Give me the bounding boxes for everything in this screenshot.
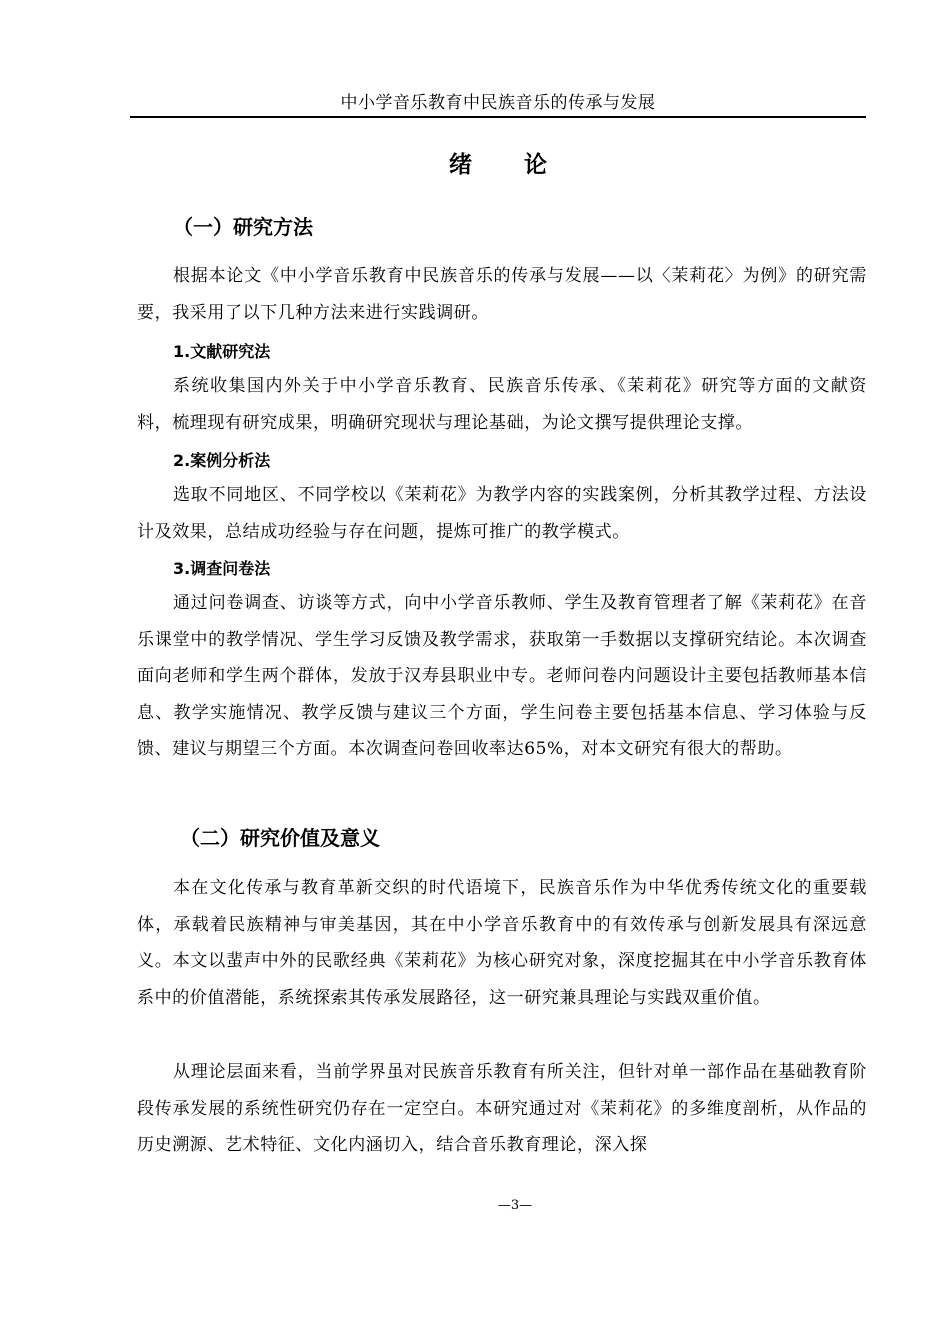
running-header: 中小学音乐教育中民族音乐的传承与发展 — [340, 93, 656, 113]
value-paragraph-2: 从理论层面来看，当前学界虽对民族音乐教育有所关注，但针对单一部作品在基础教育阶段传承发展的系统性研究仍存在一定空白。本研究通过对《茉莉花》的多维度剖析，从作品的历史溯源、艺术特征、文化内涵切入，结合音乐教育理论，深入探 — [137, 1062, 867, 1155]
methods-intro-paragraph: 根据本论文《中小学音乐教育中民族音乐的传承与发展——以〈茉莉花〉为例》的研究需要，我采用了以下几种方法来进行实践调研。 — [137, 266, 867, 323]
method-heading-case-study: 2.案例分析法 — [173, 451, 271, 470]
chapter-title-left: 绪 — [449, 152, 472, 178]
chapter-title — [130, 150, 866, 180]
value-paragraph-1: 本在文化传承与教育革新交织的时代语境下，民族音乐作为中华优秀传统文化的重要载体，承载着民族精神与审美基因，其在中小学音乐教育中的有效传承与创新发展具有深远意义。本文以蜚声中外的民歌经典《茉莉花》为核心研究对象，深度挖掘其在中小学音乐教育体系中的价值潜能，系统探索其传承发展路径，这一研究兼具理论与实践双重价值。 — [137, 878, 867, 1008]
section-heading-value: （二）研究价值及意义 — [180, 826, 380, 850]
page-number: —3— — [497, 1198, 533, 1213]
chapter-title-right: 论 — [524, 152, 547, 178]
method-heading-questionnaire: 3.调查问卷法 — [173, 559, 271, 578]
method-text-questionnaire: 通过问卷调查、访谈等方式，向中小学音乐教师、学生及教育管理者了解《茉莉花》在音乐课堂中的教学情况、学生学习反馈及教学需求，获取第一手数据以支撑研究结论。本次调查面向老师和学生两个群体，发放于汉寿县职业中专。老师问卷内问题设计主要包括教师基本信息、教学实施情况、教学反馈与建议三个方面，学生问卷主要包括基本信息、学习体验与反馈、建议与期望三个方面。本次调查问卷回收率达65%，对本文研究有很大的帮助。 — [137, 593, 867, 759]
method-heading-literature: 1.文献研究法 — [173, 342, 271, 361]
method-text-case-study: 选取不同地区、不同学校以《茉莉花》为教学内容的实践案例，分析其教学过程、方法设计及效果，总结成功经验与存在问题，提炼可推广的教学模式。 — [137, 485, 867, 542]
method-text-literature: 系统收集国内外关于中小学音乐教育、民族音乐传承、《茉莉花》研究等方面的文献资料，梳理现有研究成果，明确研究现状与理论基础，为论文撰写提供理论支撑。 — [137, 376, 867, 433]
header-rule — [130, 116, 866, 118]
section-heading-methods: （一）研究方法 — [173, 215, 313, 239]
